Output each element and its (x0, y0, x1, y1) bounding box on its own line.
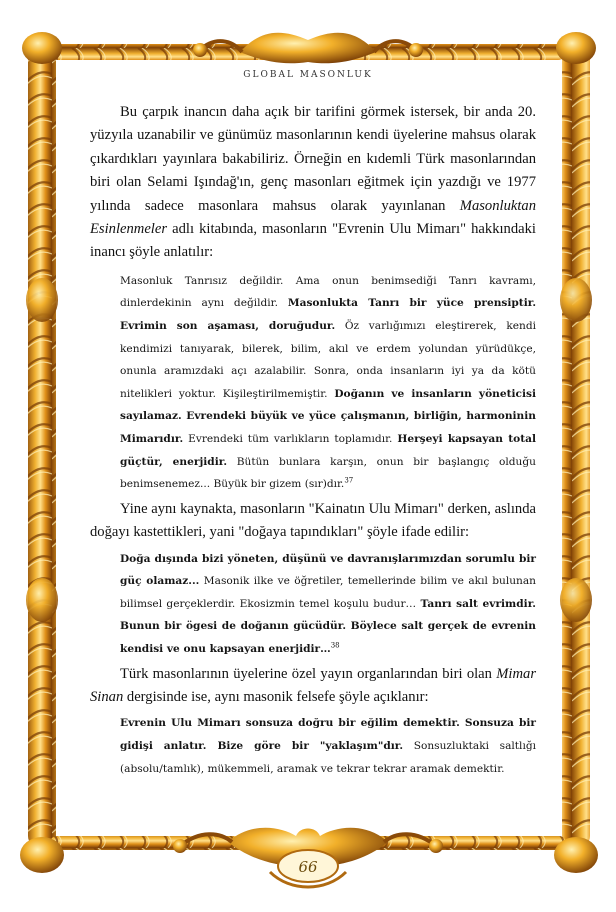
quote1-segment: Masonluk Tanrısız değildir. Ama onun benimsediği Tanrı kavramı, dinlerdekinin aynı değildir. (120, 274, 536, 310)
quote2-segment: 38 (330, 641, 340, 650)
paragraph-mimar-sinan (90, 663, 536, 710)
quote2-segment: Masonik ilke ve öğretiler, temellerinde bilim ve akıl bulunan bilimsel gerçeklerdir. Ekosizmin temel koşulu budur… (120, 575, 537, 610)
intro-segment: Bu çarpık inancın daha açık bir tarifini görmek istersek, bir anda 20. yüzyıla uzanabilir ve günümüz masonlarının kendi üyelerine mahsus olarak çıkardıkları yayınlara bakabiliriz. Örneğin en kıdemli Türk masonlarından biri olan Selami Işındağ'ın, genç masonları eğitmek için yazdığı ve 1977 yılında sadece masonlara mahsus olarak yayınlanan (90, 104, 536, 214)
quote-isindag (120, 270, 536, 496)
paragraph-nature (90, 498, 536, 545)
quote3-segment: Sonsuzluktaki saltlığı (absolu/tamlık), mükemmeli, aramak ve tekrar tekrar aramak demektir. (120, 739, 537, 775)
intro-segment: adlı kitabında, masonların "Evrenin Ulu Mimarı" hakkındaki inancı şöyle anlatılır: (90, 221, 536, 261)
quote1-segment: Bütün bunlara karşın, onun bir başlangıç olduğu benimsenemez... Büyük bir gizem (sır)dır. (120, 455, 536, 491)
intro-segment: Masonluktan Esinlenmeler (90, 197, 536, 238)
paragraph-intro (90, 101, 536, 265)
quote1-segment: 37 (344, 476, 354, 485)
quote2-segment: Doğa dışında bizi yöneten, düşünü ve davranışlarımızdan sorumlu bir güç olamaz... (120, 552, 536, 588)
page-number: 66 (298, 858, 318, 876)
running-header: GLOBAL MASONLUK (243, 70, 373, 80)
quote2-segment: Tanrı salt evrimdir. Bunun bir ögesi de doğanın gücüdür. Böylece salt gerçek de evrenin kendisi ve onu kapsayan enerjidir… (120, 597, 536, 655)
quote1-segment: Evrendeki tüm varlıkların toplamıdır. (183, 433, 398, 445)
quote-mimar-sinan (120, 712, 536, 780)
para3-segment: Mimar Sinan (90, 665, 536, 705)
quote1-segment: Masonlukta Tanrı bir yüce prensiptir. Evrimin son aşaması, doruğudur. (120, 297, 537, 333)
quote1-segment: Doğanın ve insanların yöneticisi sayılamaz. Evrendeki büyük ve yüce çalışmanın, birliğin, harmoninin Mimarıdır. (120, 387, 536, 445)
para3-segment: Türk masonlarının üyelerine özel yayın organlarından biri olan (120, 665, 497, 682)
quote-nature (120, 548, 536, 661)
para3-segment: dergisinde ise, aynı masonik felsefe şöyle açıklanır: (123, 688, 429, 705)
para2-segment: Yine aynı kaynakta, masonların "Kainatın Ulu Mimarı" derken, aslında doğayı kastettikleri, yani "doğaya tapındıkları" şöyle ifade edilir: (90, 500, 536, 541)
quote1-segment: Öz varlığımızı eleştirerek, kendi kendimizi tanıyarak, bilerek, bilim, akıl ve erdem yolundan yürüdükçe, onunla aramızdaki açı azalabilir. Sonra, onda insanların iyi ya da kötü nitelikleri yoktur. Kişileştirilmemiştir. (120, 320, 537, 400)
quote3-segment: Evrenin Ulu Mimarı sonsuza doğru bir eğilim demektir. Sonsuza bir gidişi anlatır. Bize göre bir "yaklaşım"dır. (120, 717, 536, 752)
page-body (90, 101, 536, 780)
quote1-segment: Herşeyi kapsayan total güçtür, enerjidir. (120, 433, 536, 468)
